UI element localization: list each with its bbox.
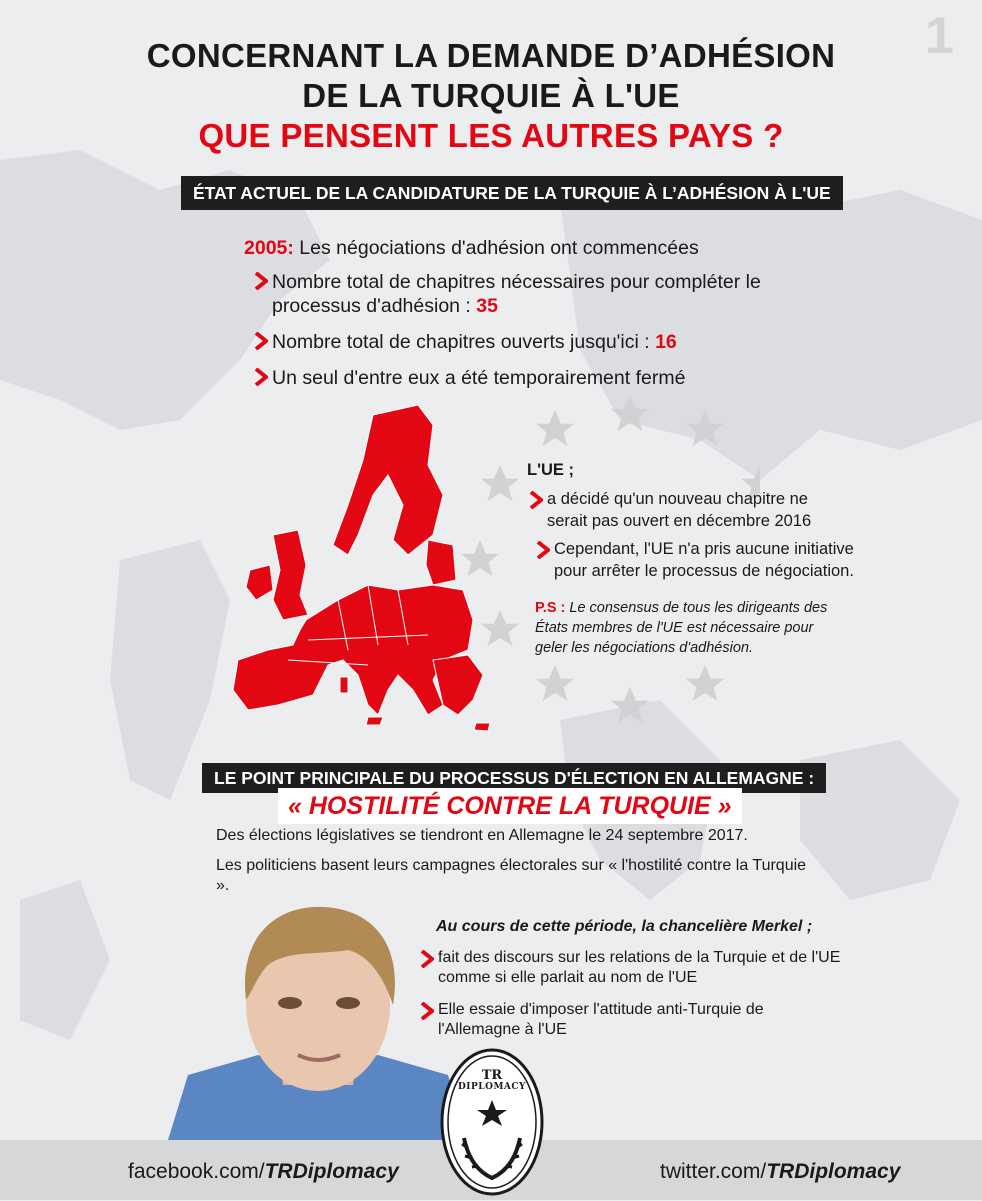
page-number: 1: [925, 7, 954, 65]
status-year: 2005:: [244, 237, 294, 259]
status-year-text: Les négociations d'adhésion ont commencées: [299, 237, 699, 259]
status-item-3-text: Un seul d'entre eux a été temporairement fermé: [272, 367, 686, 389]
status-year-line: [244, 236, 804, 260]
facebook-link[interactable]: [128, 1160, 399, 1184]
status-item-1-value: 35: [476, 295, 498, 317]
title-line-2: DE LA TURQUIE À L'UE: [302, 77, 680, 114]
germany-p2: Les politiciens basent leurs campagnes électorales sur « l'hostilité contre la Turquie ».: [216, 857, 807, 894]
germany-p1: Des élections législatives se tiendront en Allemagne le 24 septembre 2017.: [216, 827, 748, 844]
merkel-point-2: [420, 1000, 838, 1040]
chevron-right-icon: [536, 541, 550, 559]
eu-point-2: [536, 538, 884, 582]
merkel-portrait: [168, 895, 468, 1140]
twitter-link[interactable]: [660, 1160, 900, 1184]
status-item-2-value: 16: [655, 331, 677, 353]
title-line-3: QUE PENSENT LES AUTRES PAYS ?: [198, 117, 784, 154]
tr-diplomacy-logo: [440, 1048, 544, 1196]
status-item-1-text: Nombre total de chapitres nécessaires pour compléter le processus d'adhésion :: [272, 271, 761, 317]
status-item-2-text: Nombre total de chapitres ouverts jusqu'ici :: [272, 331, 650, 353]
eu-ps: [535, 598, 835, 658]
status-item-2: [254, 330, 812, 354]
merkel-point-2-text: Elle essaie d'imposer l'attitude anti-Turquie de l'Allemagne à l'UE: [438, 1001, 764, 1038]
eu-heading: L'UE ;: [527, 461, 575, 479]
eu-point-1: [529, 488, 847, 532]
logo-text-top: TR: [481, 1068, 503, 1083]
germany-headline: « HOSTILITÉ CONTRE LA TURQUIE »: [278, 788, 742, 824]
eu-ps-label: P.S :: [535, 600, 566, 616]
eu-ps-text: Le consensus de tous les dirigeants des États membres de l'UE est nécessaire pour geler les négociations d'adhésion.: [535, 600, 828, 656]
chevron-right-icon: [254, 272, 268, 290]
chevron-right-icon: [529, 491, 543, 509]
merkel-point-1: [420, 948, 848, 988]
status-section-bar: ÉTAT ACTUEL DE LA CANDIDATURE DE LA TURQUIE À L’ADHÉSION À L'UE: [181, 176, 843, 210]
merkel-heading: Au cours de cette période, la chancelière Merkel ;: [436, 918, 813, 935]
facebook-handle: TRDiplomacy: [264, 1160, 399, 1183]
eu-point-1-text: a décidé qu'un nouveau chapitre ne serait pas ouvert en décembre 2016: [547, 490, 812, 530]
twitter-handle: TRDiplomacy: [766, 1160, 901, 1183]
germany-section-bar: LE POINT PRINCIPALE DU PROCESSUS D'ÉLECTION EN ALLEMAGNE :: [202, 763, 826, 793]
merkel-point-1-text: fait des discours sur les relations de la Turquie et de l'UE comme si elle parlait au nom de l'UE: [438, 949, 841, 986]
eu-map-icon: [228, 405, 498, 735]
chevron-right-icon: [254, 332, 268, 350]
facebook-prefix: facebook.com/: [128, 1160, 265, 1183]
twitter-prefix: twitter.com/: [660, 1160, 767, 1183]
chevron-right-icon: [254, 368, 268, 386]
title-line-1: CONCERNANT LA DEMANDE D’ADHÉSION: [146, 37, 836, 74]
logo-text-bottom: DIPLOMACY: [458, 1082, 526, 1092]
eu-point-2-text: Cependant, l'UE n'a pris aucune initiative pour arrêter le processus de négociation.: [554, 540, 854, 580]
status-item-1: [254, 270, 812, 318]
